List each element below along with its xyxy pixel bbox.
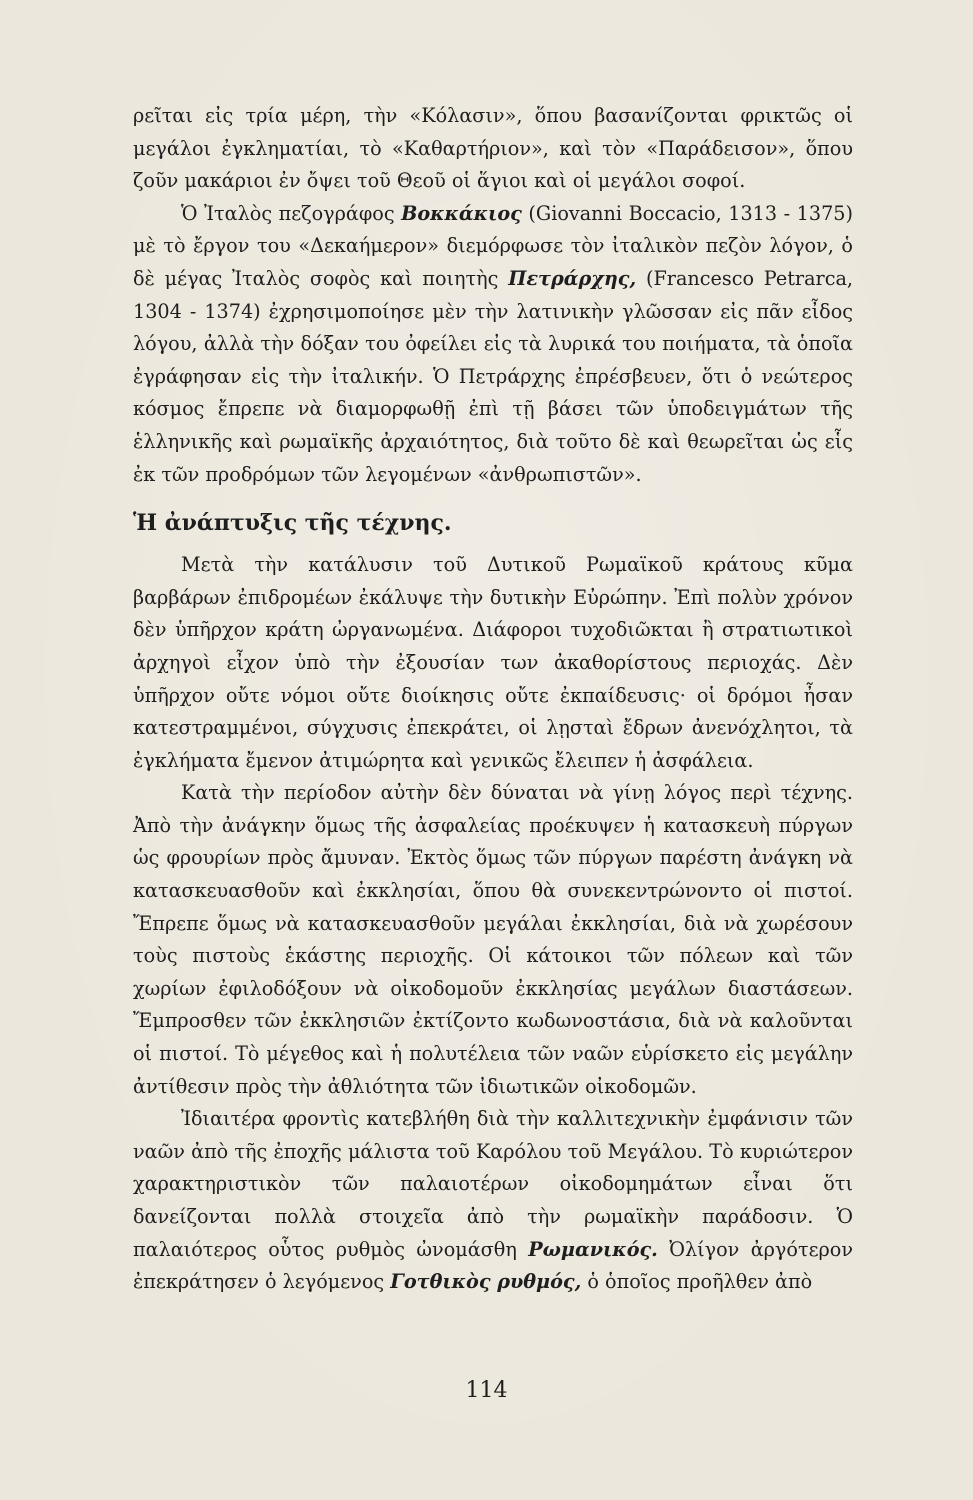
romanesque-term: Ρωμανικός. (528, 1237, 658, 1261)
paragraph-1: ρεῖται εἰς τρία μέρη, τὴν «Κόλασιν», ὅπου βασανίζονται φρικτῶς οἱ μεγάλοι ἐγκληματίαι, τὸ «Καθαρτήριον», καὶ τὸν «Παράδεισον», ὅπου ζοῦν μακάριοι ἐν ὄψει τοῦ Θεοῦ οἱ ἅγιοι καὶ οἱ μεγάλοι σοφοί. (133, 104, 853, 193)
body-text (133, 100, 853, 1299)
p2-text-b: (Giovanni Boccacio, 1313 - 1375) μὲ τὸ ἔργον του «Δεκαήμερον» διεμόρφωσε τὸν ἰταλικὸν πεζὸν λόγον, ὁ δὲ μέγας Ἰταλὸς σοφὸς καὶ ποιητὴς (133, 201, 853, 290)
petrarch-name: Πετράρχης, (508, 266, 637, 290)
paragraph-2 (133, 198, 853, 491)
paragraph-4: Κατὰ τὴν περίοδον αὐτὴν δὲν δύναται νὰ γίνῃ λόγος περὶ τέχνης. Ἀπὸ τὴν ἀνάγκην ὅμως τῆς ἀσφαλείας προέκυψεν ἡ κατασκευὴ πύργων ὡς φρουρίων πρὸς ἄμυναν. Ἐκτὸς ὅμως τῶν πύργων παρέστη ἀνάγκη νὰ κατασκευασθοῦν καὶ ἐκκλησίαι, ὅπου θὰ συνεκεντρώνοντο οἱ πιστοί. Ἔπρεπε ὅμως νὰ κατασκευασθοῦν μεγάλαι ἐκκλησίαι, διὰ νὰ χωρέσουν τοὺς πιστοὺς ἑκάστης περιοχῆς. Οἱ κάτοικοι τῶν πόλεων καὶ τῶν χωρίων ἐφιλοδόξουν νὰ οἰκοδομοῦν ἐκκλησίας μεγάλων διαστάσεων. Ἔμπροσθεν τῶν ἐκκλησιῶν ἐκτίζοντο κωδωνοστάσια, διὰ νὰ καλοῦνται οἱ πιστοί. Τὸ μέγεθος καὶ ἡ πολυτέλεια τῶν ναῶν εὑρίσκετο εἰς μεγάλην ἀντίθεσιν πρὸς τὴν ἀθλιότητα τῶν ἰδιωτικῶν οἰκοδομῶν. (133, 781, 853, 1098)
page-number: 114 (465, 1378, 508, 1403)
paragraph-3: Μετὰ τὴν κατάλυσιν τοῦ Δυτικοῦ Ρωμαϊκοῦ κράτους κῦμα βαρβάρων ἐπιδρομέων ἐκάλυψε τὴν δυτικὴν Εὐρώπην. Ἐπὶ πολὺν χρόνον δὲν ὑπῆρχον κράτη ὠργανωμένα. Διάφοροι τυχοδιῶκται ἢ στρατιωτικοὶ ἀρχηγοὶ εἶχον ὑπὸ τὴν ἐξουσίαν των ἀκαθορίστους περιοχάς. Δὲν ὑπῆρχον οὔτε νόμοι οὔτε διοίκησις οὔτε ἐκπαίδευσις· οἱ δρόμοι ἦσαν κατεστραμμένοι, σύγχυσις ἐπεκράτει, οἱ λῃσταὶ ἔδρων ἀνενόχλητοι, τὰ ἐγκλήματα ἔμενον ἀτιμώρητα καὶ γενικῶς ἔλειπεν ἡ ἀσφάλεια. (133, 553, 853, 772)
p5-text-b: Ὀλίγον ἀργότερον ἐπεκράτησεν ὁ λεγόμενος (133, 1237, 854, 1294)
gothic-term: Γοτθικὸς ρυθμός, (390, 1270, 582, 1294)
p2-text-c: (Francesco Petrarca, 1304 - 1374) ἐχρησιμοποίησε μὲν τὴν λατινικὴν γλῶσσαν εἰς πᾶν εἶδος λόγου, ἀλλὰ τὴν δόξαν του ὀφείλει εἰς τὰ λυρικά του ποιήματα, τὰ ὁποῖα ἐγράφησαν εἰς τὴν ἰταλικήν. Ὁ Πετράρχης ἐπρέσβευεν, ὅτι ὁ νεώτερος κόσμος ἔπρεπε νὰ διαμορφωθῇ ἐπὶ τῇ βάσει τῶν ὑποδειγμάτων τῆς ἑλληνικῆς καὶ ρωμαϊκῆς ἀρχαιότητος, διὰ τοῦτο δὲ καὶ θεωρεῖται ὡς εἷς ἐκ τῶν προδρόμων τῶν λεγομένων «ἀνθρωπιστῶν». (133, 266, 853, 486)
paragraph-5 (133, 1103, 853, 1299)
p5-text-c: ὁ ὁποῖος προῆλθεν ἀπὸ (581, 1270, 813, 1294)
p5-text-a: Ἰδιαιτέρα φροντὶς κατεβλήθη διὰ τὴν καλλιτεχνικὴν ἐμφάνισιν τῶν ναῶν ἀπὸ τῆς ἐποχῆς μάλιστα τοῦ Καρόλου τοῦ Μεγάλου. Τὸ κυριώτερον χαρακτηριστικὸν τῶν παλαιοτέρων οἰκοδομημάτων εἶναι ὅτι δανείζονται πολλὰ στοιχεῖα ἀπὸ τὴν ρωμαϊκὴν παράδοσιν. Ὁ παλαιότερος οὗτος ρυθμὸς ὠνομάσθη (133, 1107, 853, 1261)
p2-text-a: Ὁ Ἰταλὸς πεζογράφος (181, 201, 402, 225)
boccaccio-name: Βοκκάκιος (401, 201, 522, 225)
section-heading: Ἡ ἀνάπτυξις τῆς τέχνης. (133, 510, 452, 537)
